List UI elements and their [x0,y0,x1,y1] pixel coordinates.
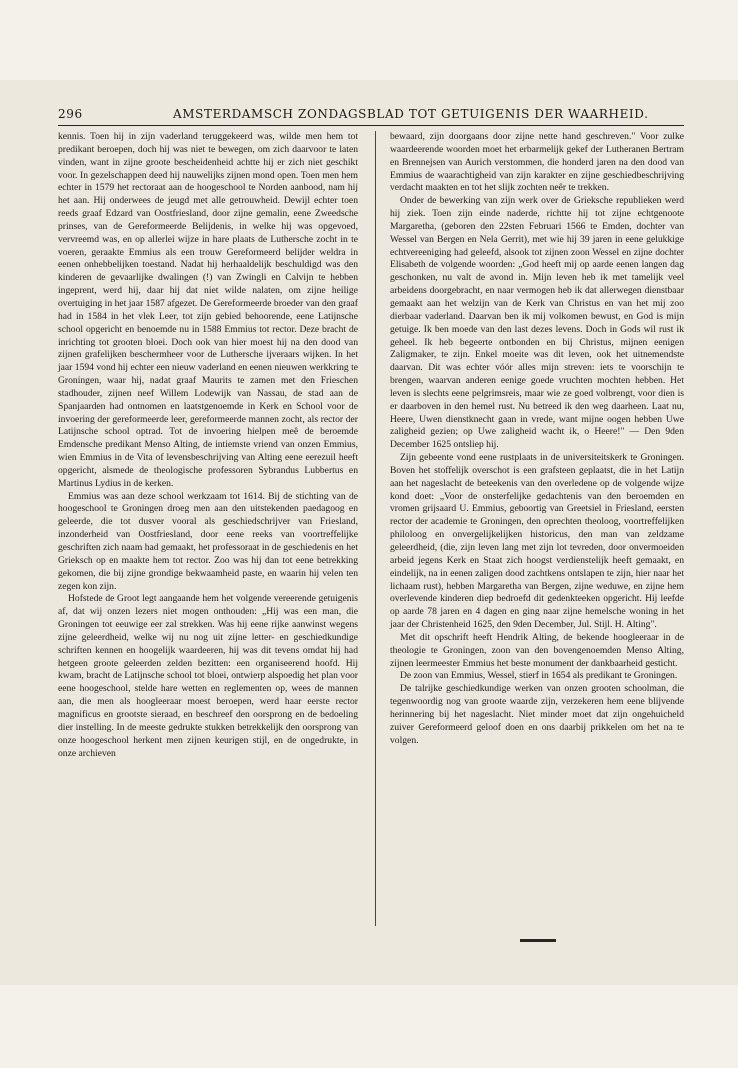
page-number: 296 [58,107,83,121]
paragraph: De talrijke geschiedkundige werken van onzen grooten schoolman, die tegenwoordig nog van groote waarde zijn, verzekeren hem eene blijvende herinnering bij het nageslacht. Niet minder moet dat zijn ongehuicheld zuiver Gereformeerd geloof doen en ons daarbij prikkelen om het na te volgen. [390,683,684,746]
column-divider [375,131,376,926]
right-column [390,131,684,748]
paragraph: bewaard, zijn doorgaans door zijne nette hand geschreven." Voor zulke waardeerende woorden moet het erbarmelijk gekef der Lutheranen Bertram en Brennejsen van Aurich verstommen, die honderd jaren na den dood van Emmius de waarachtigheid van zijn karakter en zijne geschiedbeschrijving verdacht maakten en tot het slijk zochten neêr te trekken. [390,131,684,194]
publication-title: AMSTERDAMSCH ZONDAGSBLAD TOT GETUIGENIS DER WAARHEID. [173,107,649,121]
running-header [58,107,684,125]
end-of-article-rule [520,939,556,942]
paragraph: Hofstede de Groot legt aangaande hem het volgende vereerende getuigenis af, dat wij onzen lezers niet mogen onthouden: „Hij was een man, die Groningen tot eeuwige eer zal strekken. Was hij eene rijke aanwinst wegens zijne geleerdheid, welke wij nu nog uit zijne letter- en geschiedkundige schriften kennen en hoogelijk waardeeren, hij was dit tevens omdat hij had hetgeen groote geleerden zelden bezitten: een organiseerend hoofd. Hij kwam, bracht de Latijnsche school tot bloei, ontwierp alspoedig het plan voor eene hoogeschool, stelde hare wetten en reglementen op, wees de mannen aan, die men als hoogleeraar moest beroepen, werd haar eerste rector magnificus en grootste sieraad, en beschreef den oorsprong en de bedoeling dier instelling. In de meeste gedrukte stukken betrekkelijk den oorsprong van onze hoogeschool herkent men zijnen keurigen stijl, en de ongedrukte, in onze archieven [58,593,358,759]
paragraph: De zoon van Emmius, Wessel, stierf in 1654 als predikant te Groningen. [400,670,678,682]
paragraph: kennis. Toen hij in zijn vaderland teruggekeerd was, wilde men hem tot predikant beroepen, doch hij was niet te bewegen, om zich daarvoor te laten vinden, want in zijne groote bescheidenheid achtte hij er zich niet geschikt voor. In gezelschappen deed hij nauwelijks zijnen mond open. Toen men hem echter in 1579 het rectoraat aan de hoogeschool te Norden aanbood, nam hij het aan. Hij onderwees de jeugd met alle getrouwheid. Dewijl echter toen reeds graaf Edzard van Oostfriesland, door zijne gemalin, eene Zweedsche prinses, van de Gereformeerde Belijdenis, in welke hij was opgevoed, vervreemd was, en op allerlei wijze in hare plaats de Luthersche zocht in te voeren, geraakte Emmius als een trouw Gereformeerd belijder weldra in eenen onhebbelijken toestand. Nadat hij herhaaldelijk beschuldigd was den kinderen de gevaarlijke dwalingen (!) van Zwingli en Calvijn te hebben ingeprent, werd hij, daar hij dat niet wilde nalaten, om zijne heilige overtuiging in het jaar 1587 afgezet. De Gereformeerde broeder van den graaf had in 1584 in het vlek Leer, tot zijn gebied behoorende, eene Latijnsche school opgericht en benoemde nu in 1588 Emmius tot rector. Deze bracht de inrichting tot grooten bloei. Doch ook van hier moest hij na den dood van zijnen grafelijken beschermheer voor de Luthersche ijveraars wijken. In het jaar 1594 vond hij echter een nieuw vaderland en eenen nieuwen werkkring te Groningen, waar hij, nadat graaf Maurits te zamen met den Frieschen stadhouder, zijnen neef Willem Lodewijk van Nassau, de stad aan de Spanjaarden had ontnomen en laatstgenoemde in Kerk en School voor de invoering der gereformeerde leer, gereformeerde mannen zocht, als rector der Latijnsche school optrad. Tot de invoering hielpen meê de beroemde Emdensche predikant Menso Alting, de intiemste vriend van onzen Emmius, wien Emmius in de Vita of levensbeschrijving van Alting eene eerezuil heeft opgericht, alsmede de theologische professoren Sybrandus Lubbertus en Martinus Lydius in de kerken. [58,131,358,489]
paragraph: Onder de bewerking van zijn werk over de Grieksche republieken werd hij ziek. Toen zijn einde naderde, richtte hij tot zijne echtgenoote Margaretha, (geboren den 22sten Februari 1566 te Emden, dochter van Wessel van Bergen en Nela Gerrit), met wie hij 39 jaren in eene gelukkige echtvereeniging had geleefd, alsook tot zijnen zoon Wessel en zijne dochter Elisabeth de volgende woorden: „God heeft mij op aarde eenen langen dag geschonken, nu valt de avond in. Mijn leven heb ik met tamelijk veel arbeidens doorgebracht, en naar vermogen heb ik dat allerwegen dienstbaar gemaakt aan het welzijn van de Kerk van Christus en van het mij zoo dierbaar vaderland. Daarvan ben ik mij volkomen bewust, en God is mijn getuige. Ik ben moede van den last dezes levens. Doch in Gods wil rust ik geheel. Ik heb begeerte ontbonden en bij Christus, mijnen eenigen Zaligmaker, te zijn. Enkel moeite was dit leven, ook het uitnemendste daarvan. Dit was echter vóór alles mijn streven: iets te voorschijn te brengen, waarvan anderen eenige goede vruchten mochten hebben. Het leven is slechts eene pelgrimsreis, maar wie ze goed volbrengt, voor dien is er daarboven in den hemel rust. Nu betreed ik den weg daarheen. Laat nu, Heere, Uwen dienstknecht gaan in vrede, want mijne oogen hebben Uwe zaligheid gezien; op Uwe zaligheid wacht ik, o Heere!" — Den 9den December 1625 ontsliep hij. [390,195,684,451]
left-column [58,131,358,760]
paragraph: Met dit opschrift heeft Hendrik Alting, de bekende hoogleeraar in de theologie te Groningen, zoon van den bovengenoemden Menso Alting, zijnen leermeester Emmius het beste monument der dankbaarheid gesticht. [390,631,684,669]
paragraph: Zijn gebeente vond eene rustplaats in de universiteitskerk te Groningen. Boven het stoffelijk overschot is een grafsteen geplaatst, die in het Latijn aan het nageslacht de beteekenis van den overledene op de volgende wijze kond doet: „Voor de onsterfelijke gedachtenis van den beroemden en vromen grijsaard U. Emmius, geboortig van Greetsiel in Friesland, eersten rector der academie te Groningen, den oprechten theoloog, voortreffelijken philoloog en onvergelijkelijken historicus, den man van zeldzame geleerdheid, (die, zijn leven lang met zijn lot tevreden, door onvermoeiden arbeid jegens Kerk en Staat zich hoogst verdienstelijk heeft gemaakt, en eindelijk, na in eenen zaligen dood zachtkens ontslapen te zijn, hier naar het lichaam rust), hebben Margaretha van Bergen, zijne weduwe, en zijne hem overlevende kinderen diep bedroefd dit gedenkteeken opgericht. Hij leefde op aarde 78 jaren en 4 dagen en ging naar zijne hemelsche woning in het jaar der Christenheid 1625, den 9den December, Jul. Stijl. H. Alting". [390,452,684,631]
header-rule [58,125,684,126]
paragraph: Emmius was aan deze school werkzaam tot 1614. Bij de stichting van de hoogeschool te Groningen droeg men aan den uitstekenden paedagoog en geleerde, die tot dusver vooral als geschiedschrijver van Friesland, inzonderheid van Oostfriesland, door eene reeks van voortreffelijke geschriften zich naam had gemaakt, het professoraat in de geschiedenis en het Grieksch op en maakte hem tot rector. Zoo was hij dan tot eene betrekking gekomen, die bij zijne grondige bekwaamheid paste, en waarin hij velen ten zegen kon zijn. [58,490,358,592]
